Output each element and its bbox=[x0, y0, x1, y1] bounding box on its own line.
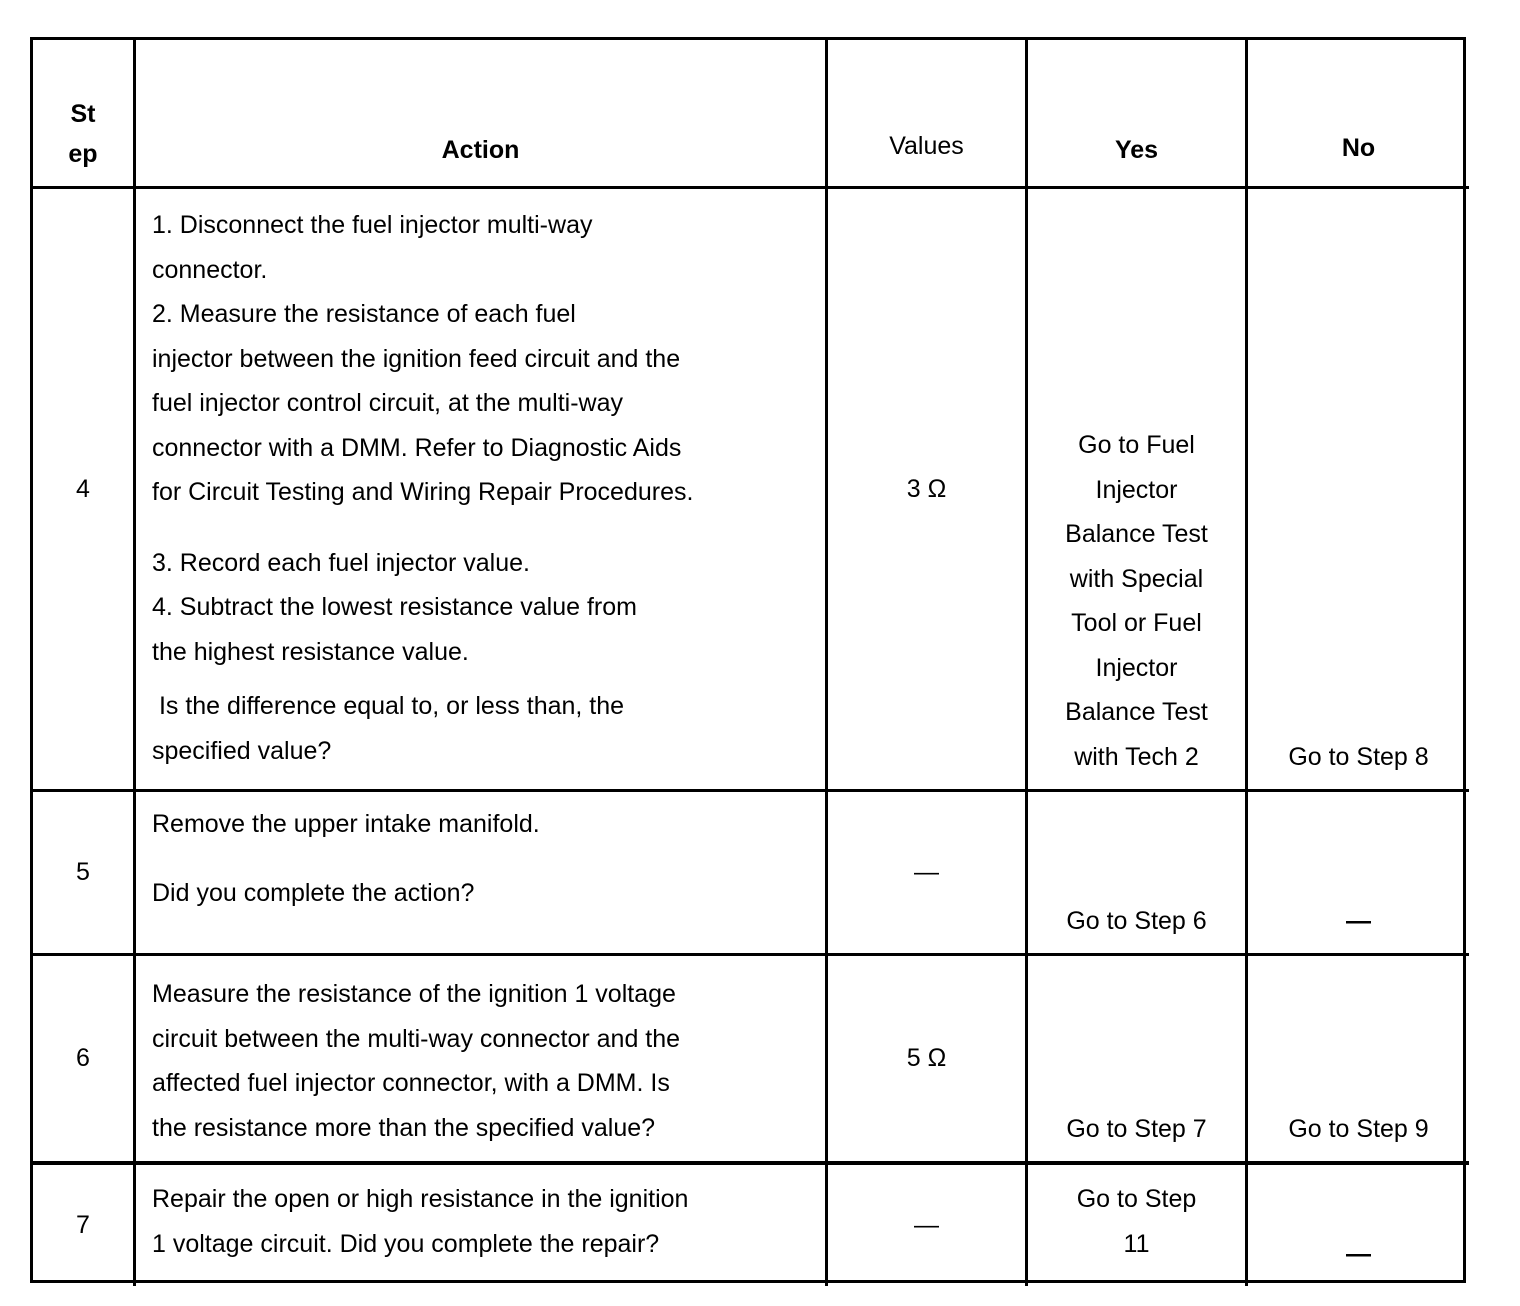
yes-line: Go to Step bbox=[1076, 1185, 1197, 1213]
action-line: Remove the upper intake manifold. bbox=[152, 810, 540, 838]
no-cell: Go to Step 9 bbox=[1248, 956, 1469, 1165]
yes-line: Balance Test bbox=[1065, 698, 1208, 726]
yes-cell bbox=[1028, 1165, 1248, 1286]
header-step-line1: St bbox=[70, 100, 96, 128]
action-cell bbox=[136, 792, 828, 956]
header-values: Values bbox=[828, 40, 1028, 189]
action-line: 2. Measure the resistance of each fuel bbox=[152, 300, 576, 328]
action-line: for Circuit Testing and Wiring Repair Procedures. bbox=[152, 478, 694, 506]
value-cell: 5 Ω bbox=[828, 956, 1028, 1165]
action-line: 1 voltage circuit. Did you complete the repair? bbox=[152, 1229, 660, 1258]
action-line: connector. bbox=[152, 255, 268, 284]
action-line: circuit between the multi-way connector and the bbox=[152, 1024, 681, 1053]
action-line: affected fuel injector connector, with a DMM. Is bbox=[152, 1069, 670, 1097]
yes-line: 11 bbox=[1123, 1229, 1150, 1258]
action-line: Repair the open or high resistance in the ignition bbox=[152, 1185, 689, 1213]
no-cell: Go to Step 8 bbox=[1248, 189, 1469, 792]
yes-cell bbox=[1028, 189, 1248, 792]
header-no: No bbox=[1248, 40, 1469, 189]
yes-line: with Tech 2 bbox=[1074, 742, 1199, 771]
header-step-line2: ep bbox=[68, 140, 98, 168]
step-number: 6 bbox=[33, 956, 136, 1165]
yes-line: Injector bbox=[1095, 475, 1178, 504]
action-line: fuel injector control circuit, at the multi-way bbox=[152, 389, 624, 417]
yes-line: with Special bbox=[1069, 564, 1204, 593]
action-line: connector with a DMM. Refer to Diagnostic Aids bbox=[152, 433, 682, 462]
action-line: Did you complete the action? bbox=[152, 878, 475, 907]
action-line: 3. Record each fuel injector value. bbox=[152, 548, 530, 577]
header-yes: Yes bbox=[1028, 40, 1248, 189]
value-cell: — bbox=[828, 792, 1028, 956]
yes-line: Balance Test bbox=[1065, 520, 1208, 548]
yes-line: Tool or Fuel bbox=[1071, 609, 1202, 637]
yes-cell: Go to Step 7 bbox=[1028, 956, 1248, 1165]
action-line: 1. Disconnect the fuel injector multi-way bbox=[152, 211, 593, 239]
action-cell bbox=[136, 1165, 828, 1286]
action-cell bbox=[136, 956, 828, 1165]
step-number: 5 bbox=[33, 792, 136, 956]
diagnostic-table bbox=[30, 37, 1466, 1283]
action-line: injector between the ignition feed circuit and the bbox=[152, 344, 681, 373]
step-number: 7 bbox=[33, 1165, 136, 1286]
action-line: 4. Subtract the lowest resistance value from bbox=[152, 593, 637, 621]
action-line: the resistance more than the specified value? bbox=[152, 1113, 656, 1142]
value-cell: 3 Ω bbox=[828, 189, 1028, 792]
no-cell: — bbox=[1248, 792, 1469, 956]
yes-cell: Go to Step 6 bbox=[1028, 792, 1248, 956]
yes-line: Go to Fuel bbox=[1078, 431, 1195, 459]
header-step bbox=[33, 40, 136, 189]
action-line: Measure the resistance of the ignition 1 voltage bbox=[152, 980, 676, 1008]
action-cell bbox=[136, 189, 828, 792]
header-action: Action bbox=[136, 40, 828, 189]
no-cell: — bbox=[1346, 1239, 1371, 1268]
value-cell: — bbox=[828, 1165, 1028, 1286]
action-line: specified value? bbox=[152, 736, 332, 765]
step-number: 4 bbox=[33, 189, 136, 792]
action-line: the highest resistance value. bbox=[152, 637, 469, 666]
action-line: Is the difference equal to, or less than, the bbox=[152, 692, 625, 720]
yes-line: Injector bbox=[1095, 653, 1178, 682]
